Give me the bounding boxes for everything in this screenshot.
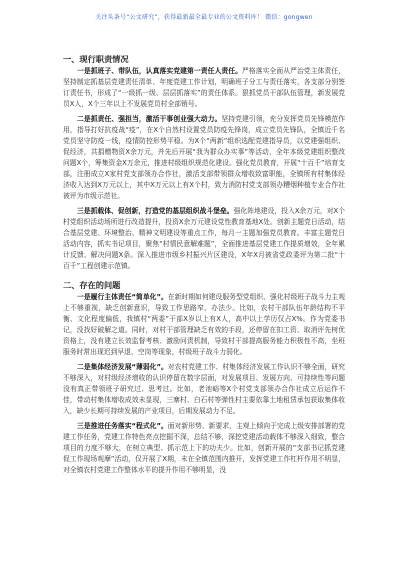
paragraph (63, 292, 345, 358)
paragraph-body: 在新时期如何建设服务型党组织、强化村级班子战斗力主观上不够重视，缺乏创新意识，导致工作思路窄、办法少。比如，农村干部队伍年龄结构不平衡、文化程度偏低，我镇村“两委”干部X岁以上有X人，高中以上学历仅占X%。作为党委书记，没找好破解之道。同时，对村干部管理缺乏有效的手段，还停留在扣工资、取消评先树优资格上，没有建立长效监督考核、激励问责机制，导致村干部提高服务能力积极性不高，坐班服务时常出现迟到早退、空岗等现象，村级班子战斗力弱化。 (63, 293, 346, 356)
paragraph (63, 421, 345, 476)
paragraph-lead: 二是抓责任、强担当，激活干事创业强大动力。 (77, 115, 222, 123)
paragraph-lead: 二是集体经济发展“薄弱化”。 (77, 363, 168, 371)
paragraph-body: 面对新形势、新要求，主观上倾向于完成上级安排部署的党建工作任务，党建工作特色亮点挖掘不深，总结不够，深挖党建活动载体不够深入细致，整合项目的力度不够大，在树立典型、抓示范上下的功夫少。比如，创新开展的“支部书记抓党建促工作现场观摩”活动，仅开展了X期，未在全镇范围内推开，发挥党建工作杠杆作用不明显，对全镇农村党建工作整体水平的提升作用不够明显，没 (63, 422, 346, 474)
paragraph-body: 强化阵地建设，投入X余万元，对X个村党组织活动场所进行改造提升，投资X余万元建设党性教育基地X处。创新主题党日活动，结合基层党建、环境整治、精神文明建设等重点工作，每月一主题加强党员教育。丰富主题党日活动内容，抓实书记项目，聚焦“村情民意解难题”，全面推进基层党建工作提质增效，全年累计反馈、解决问题X条。深入推进市级乡村振兴片区建设，X年X月被省党政委评为第二批“十百千”工程创建示范镇。 (63, 207, 346, 270)
paragraph (63, 114, 345, 202)
banner-text: 关注头条号“公文研究”，获得最新最全最专业的公文资料库！ 微信：gongwen (95, 14, 313, 21)
document-body (63, 52, 345, 476)
paragraph-lead: 一是履行主体责任“简单化”。 (77, 293, 168, 301)
section-heading: 二、存在的问题 (63, 280, 121, 290)
section-heading: 一、现行职责情况 (63, 54, 129, 64)
paragraph-lead: 三是推进任务落实“程式化”。 (77, 422, 168, 430)
paragraph (63, 206, 345, 272)
paragraph-body: 对农村党建工作、村集体经济发展工作认识不够全面，研究不够深入，对村级经济增收的认识停留在数字层面，对发展项目、发展方向、可持续性等问题没有真正带领班子研究过、思考过。比如，老池峪等X个村党支部领办合作社成立后运作不佳，带动村集体增收成效未显现，三寨村、白石村等弹性村主要依靠土地租赁承包获取集体收入，缺少长期可持续发展的产业项目，后期发展动力不足。 (63, 363, 346, 415)
paragraph (63, 362, 345, 417)
paragraph-lead: 三是抓载体、促创新，打造党的基层组织战斗堡垒。 (77, 207, 234, 215)
paragraph (63, 66, 345, 110)
paragraph-body: 严格落实全面从严治党主体责任，坚持制定抓基层党建责任清单、年度党建工作计划，明确班子分工与责任落实，各支部分别签订责任书，形成了“一级抓一级、层层抓落实”的责任体系。狠抓党员干部队伍管理，新发展党员X人，X个三年以上不发展党员村全部销号。 (63, 67, 346, 108)
paragraph-body: 坚持党建引领，充分发挥党员先锋模范作用，指导打好抗疫战“疫”，在X个自然村设置党员防疫先锋岗，成立党员先锋队，全镇近千名党员坚守防疫一线，疫情防控形势平稳。为X个“两新”组织选配党建指导员，以党建强组织、促经济，共捐赠物资X余万元，并先后开展“我为群众办实事”等活动，全年本级党建组织整改问题X个，筹集资金X万余元，推进村级组织规范化建设。强化党员教育，开展“十百千”培育支部，注册成立X家村党支部领办合作社，激活支部带领群众增收致富职能，全镇所有村集体经济收入达到X万元以上，其中X万元以上有X个村，致力消防村党支部领办糟烟种植专业合作社被评为市级示范社。 (63, 115, 346, 200)
paragraph-lead: 一是抓班子、带队伍，认真落实党建第一责任人责任。 (77, 67, 242, 75)
